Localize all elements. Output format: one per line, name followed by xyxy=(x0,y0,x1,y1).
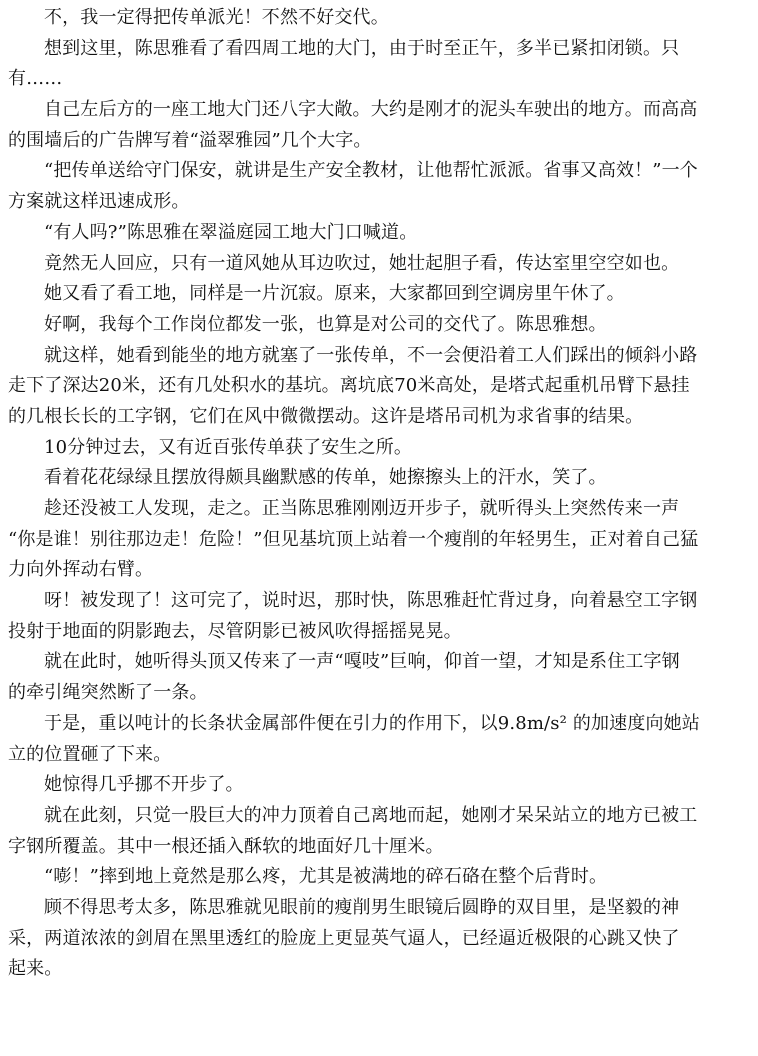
text-line: 10分钟过去，又有近百张传单获了安生之所。 xyxy=(44,436,413,458)
text-line: 就在此刻，只觉一股巨大的冲力顶着自己离地而起，她刚才呆呆站立的地方已被工 xyxy=(44,804,698,826)
text-line: “把传单送给守门保安，就讲是生产安全教材，让他帮忙派派。省事又高效！”一个 xyxy=(44,160,698,182)
text-line: 投射于地面的阴影跑去，尽管阴影已被风吹得摇摇晃晃。 xyxy=(8,620,462,642)
text-line: “你是谁！别往那边走！危险！”但见基坑顶上站着一个瘦削的年轻男生，正对着自己猛 xyxy=(8,528,699,550)
text-line: 字钢所覆盖。其中一根还插入酥软的地面好几十厘米。 xyxy=(8,835,444,857)
text-line: 的牵引绳突然断了一条。 xyxy=(8,682,208,704)
text-line: 趁还没被工人发现，走之。正当陈思雅刚刚迈开步子，就听得头上突然传来一声 xyxy=(44,498,680,519)
text-line: 起来。 xyxy=(8,958,63,980)
text-line: 想到这里，陈思雅看了看四周工地的大门，由于时至正午，多半已紧扣闭锁。只 xyxy=(44,37,680,59)
text-line: 好啊，我每个工作岗位都发一张，也算是对公司的交代了。陈思雅想。 xyxy=(44,313,607,335)
text-line: 采，两道浓浓的剑眉在黑里透红的脸庞上更显英气逼人，已经逼近极限的心跳又快了 xyxy=(8,927,680,949)
text-line: 力向外挥动右臂。 xyxy=(8,559,154,581)
text-line: 就这样，她看到能坐的地方就塞了一张传单，不一会便沿着工人们踩出的倾斜小路 xyxy=(44,344,698,366)
text-line: 于是，重以吨计的长条状金属部件便在引力的作用下，以9.8m/s² 的加速度向她站 xyxy=(44,712,700,734)
text-line: 她又看了看工地，同样是一片沉寂。原来，大家都回到空调房里午休了。 xyxy=(44,283,625,305)
text-line: “有人吗?”陈思雅在翠溢庭园工地大门口喊道。 xyxy=(44,221,418,243)
text-line: 就在此时，她听得头顶又传来了一声“嘎吱”巨响，仰首一望，才知是系住工字钢 xyxy=(44,651,680,673)
text-line: 自己左后方的一座工地大门还八字大敞。大约是刚才的泥头车驶出的地方。而高高 xyxy=(44,99,698,121)
text-line: 呀！被发现了！这可完了，说时迟，那时快，陈思雅赶忙背过身，向着悬空工字钢 xyxy=(44,590,698,612)
text-line: 看着花花绿绿且摆放得颇具幽默感的传单，她擦擦头上的汗水，笑了。 xyxy=(44,467,607,489)
text-line: 的几根长长的工字钢，它们在风中微微摆动。这许是塔吊司机为求省事的结果。 xyxy=(8,405,644,427)
body-text xyxy=(8,3,750,985)
text-line: 不，我一定得把传单派光！不然不好交代。 xyxy=(44,7,389,28)
text-line: 有…… xyxy=(8,68,63,90)
text-line: 她惊得几乎挪不开步了。 xyxy=(44,774,244,796)
text-line: 的围墙后的广告牌写着“溢翠雅园”几个大字。 xyxy=(8,129,372,151)
text-line: 竟然无人回应，只有一道风她从耳边吹过，她壮起胆子看，传达室里空空如也。 xyxy=(44,252,680,274)
text-line: 方案就这样迅速成形。 xyxy=(8,191,190,213)
text-line: 顾不得思考太多，陈思雅就见眼前的瘦削男生眼镜后圆睁的双目里，是坚毅的神 xyxy=(44,896,680,918)
text-line: “嘭！”摔到地上竟然是那么疼，尤其是被满地的碎石硌在整个后背时。 xyxy=(44,866,608,888)
text-line: 立的位置砸了下来。 xyxy=(8,743,172,765)
text-line: 走下了深达20米，还有几处积水的基坑。离坑底70米高处，是塔式起重机吊臂下悬挂 xyxy=(8,375,690,397)
